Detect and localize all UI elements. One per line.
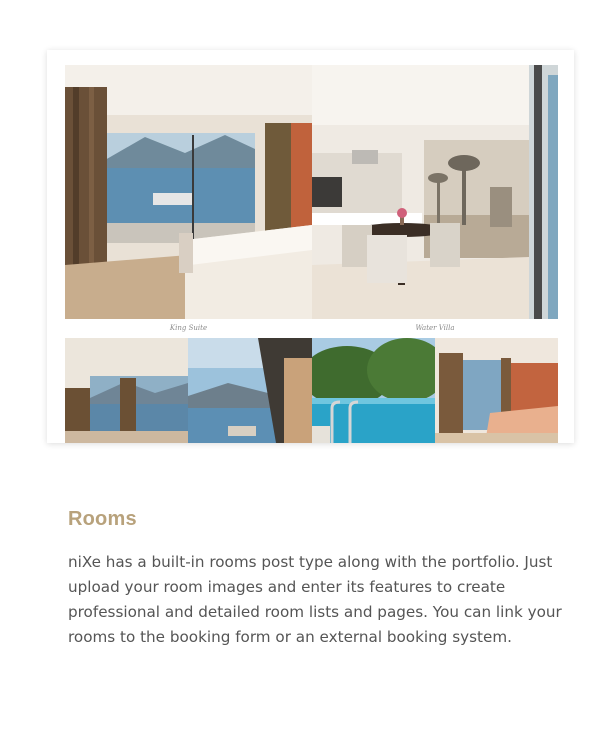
caption-king-suite: King Suite [169, 324, 208, 332]
gallery-caption-strip [65, 319, 558, 337]
king-suite-image [65, 65, 312, 319]
gallery-preview-card [47, 50, 574, 443]
infinity-pool-image [312, 338, 435, 443]
room-gallery [65, 65, 558, 443]
balcony-image [188, 338, 312, 443]
section-title: Rooms [68, 508, 137, 530]
orange-suite-image [435, 338, 558, 443]
rooms-feature-section [68, 508, 568, 650]
photo-king-suite[interactable] [65, 65, 312, 319]
caption-water-villa: Water Villa [415, 324, 455, 332]
photo-water-villa[interactable] [312, 65, 558, 319]
photo-thumb-terrace-room[interactable] [65, 338, 188, 443]
terrace-room-image [65, 338, 188, 443]
water-villa-image [312, 65, 558, 319]
photo-thumb-balcony[interactable] [188, 338, 312, 443]
photo-thumb-orange-suite[interactable] [435, 338, 558, 443]
photo-thumb-infinity-pool[interactable] [312, 338, 435, 443]
section-description: niXe has a built-in rooms post type along with the portfolio. Just upload your room images and enter its features to create professional and detailed room lists and pages. You can link your rooms to the booking form or an external booking system. [68, 553, 562, 646]
